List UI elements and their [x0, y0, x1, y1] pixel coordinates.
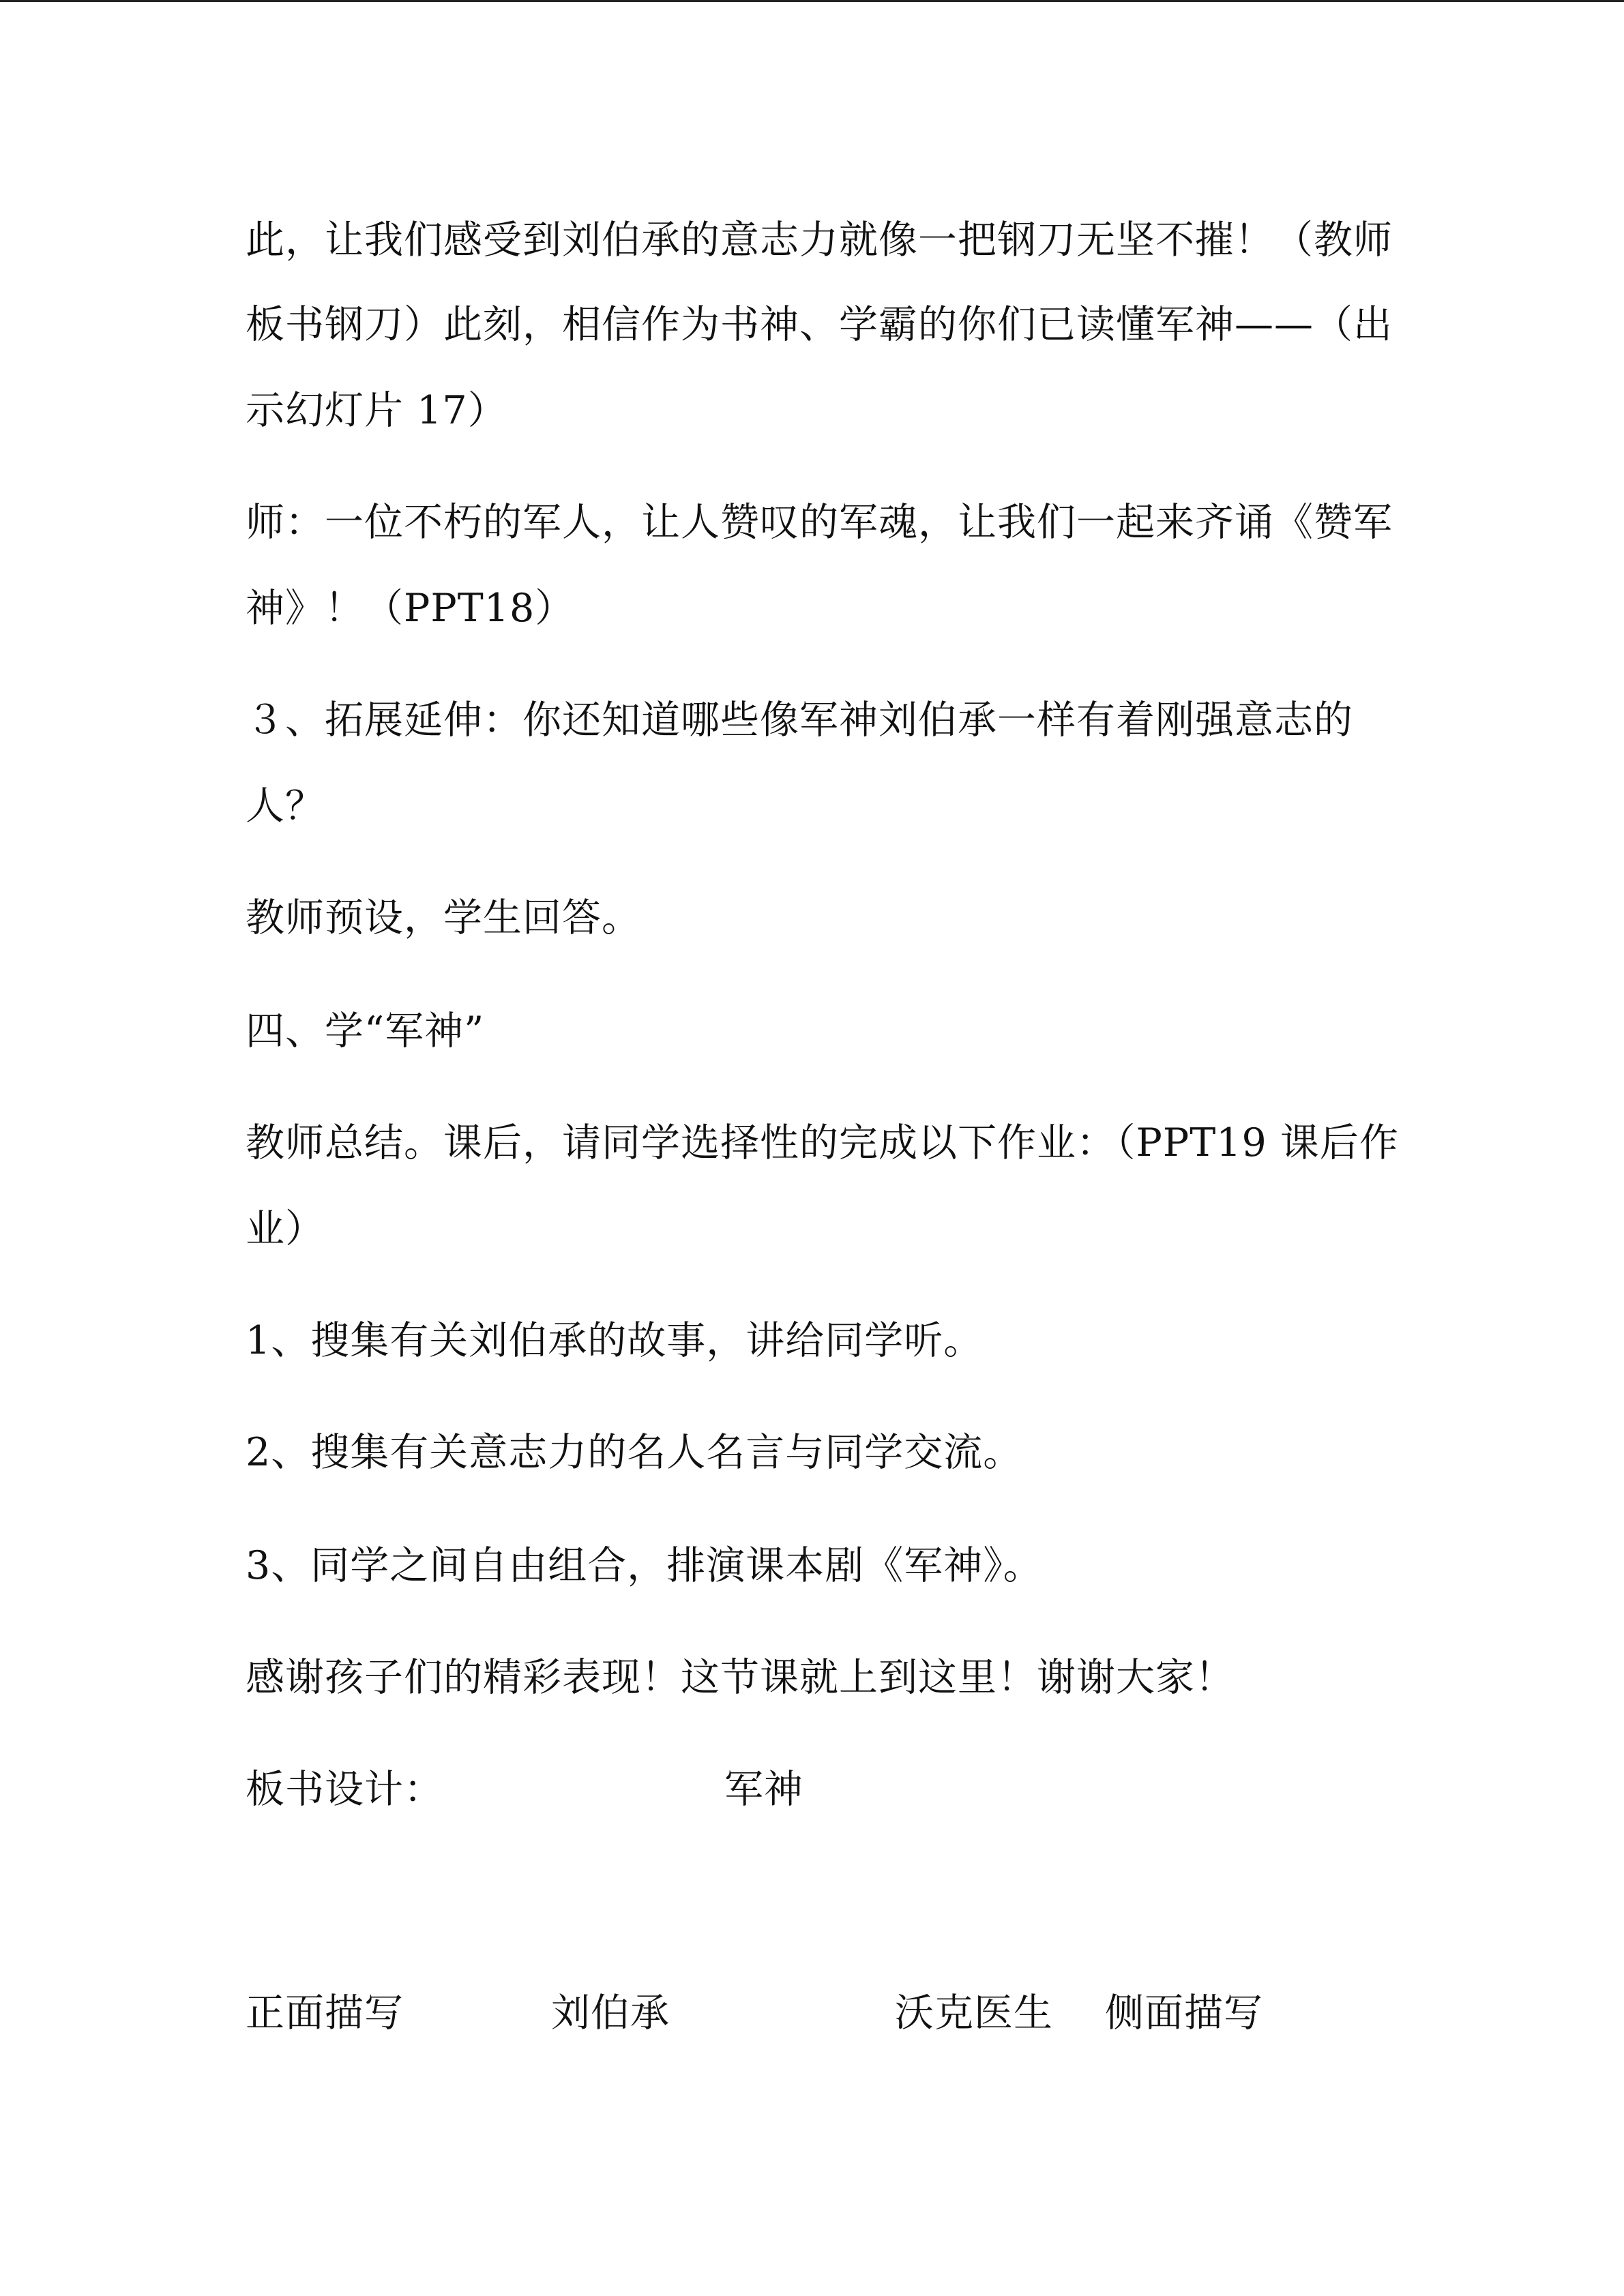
closing-line: 感谢孩子们的精彩表现！这节课就上到这里！谢谢大家！ [246, 1655, 1235, 1700]
paragraph-line: 教师预设，学生回答。 [246, 895, 641, 940]
paragraph-line: 人？ [246, 784, 325, 829]
board-doctor: 沃克医生 [895, 1991, 1053, 2036]
board-person: 刘伯承 [551, 1991, 670, 2036]
section-heading: 四、学“军神” [246, 1009, 485, 1054]
paragraph-line: 业） [246, 1206, 325, 1251]
paragraph-line: 教师总结。课后，请同学选择性的完成以下作业：（PPT19 课后作 [246, 1120, 1399, 1165]
paragraph-line: 此，让我们感受到刘伯承的意志力就像一把钢刀无坚不摧！（教师 [246, 218, 1393, 263]
board-front-description: 正面描写 [246, 1991, 404, 2036]
board-side-description: 侧面描写 [1105, 1991, 1263, 2036]
homework-item: 2、搜集有关意志力的名人名言与同学交流。 [246, 1430, 1023, 1475]
paragraph-line: 师：一位不朽的军人，让人赞叹的军魂，让我们一起来齐诵《赞军 [246, 500, 1393, 545]
paragraph-line: 示幻灯片 17） [246, 388, 507, 433]
paragraph-line: 神》！（PPT18） [246, 586, 575, 631]
paragraph-line: 板书钢刀）此刻，相信作为书神、学霸的你们已读懂军神——（出 [246, 302, 1393, 347]
board-design-label: 板书设计： [246, 1767, 443, 1812]
homework-item: 1、搜集有关刘伯承的故事，讲给同学听。 [246, 1318, 984, 1363]
homework-item: 3、同学之间自由组合，排演课本剧《军神》。 [246, 1543, 1043, 1588]
board-title: 军神 [724, 1767, 803, 1812]
paragraph-line: ３、拓展延伸：你还知道哪些像军神刘伯承一样有着刚强意志的 [246, 698, 1353, 743]
